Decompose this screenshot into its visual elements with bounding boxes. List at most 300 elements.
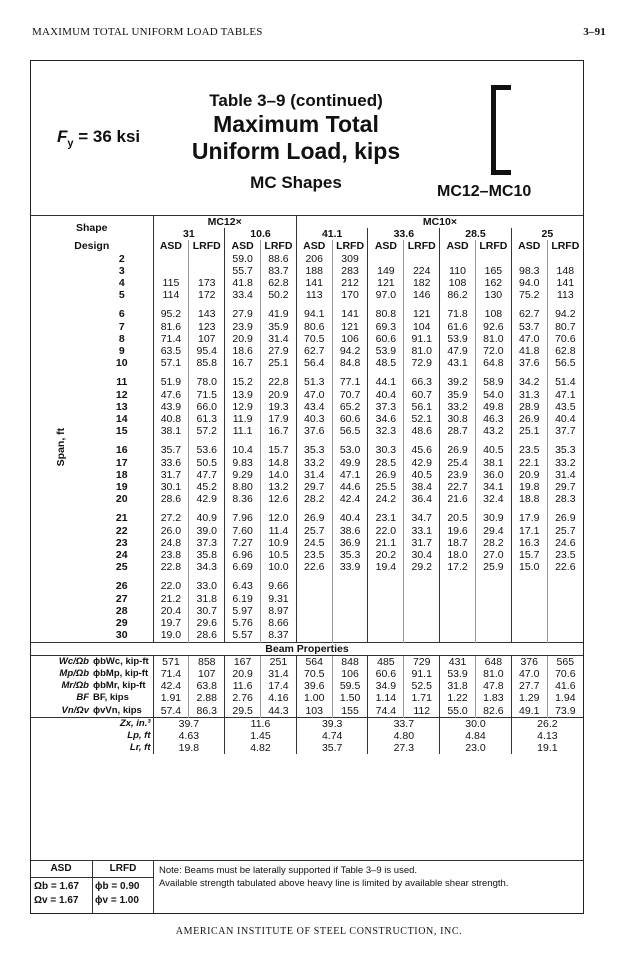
load-cell: 110 [440,265,476,277]
load-cell: 114 [153,289,189,301]
single-property-value: 4.80 [368,730,440,742]
load-cell: 33.4 [225,289,261,301]
load-cell: 33.1 [404,525,440,537]
load-cell: 39.0 [189,525,225,537]
load-cell: 47.1 [547,389,583,401]
table-row [31,345,583,357]
load-cell: 11.9 [225,413,261,425]
table-row [31,580,583,592]
load-cell: 7.60 [225,525,261,537]
load-cell: 94.2 [547,308,583,320]
load-cell: 224 [404,265,440,277]
load-cell: 28.2 [296,493,332,505]
table-title-line2: Uniform Load, kips [191,138,401,164]
span-value: 27 [115,592,128,605]
load-cell: 51.4 [547,376,583,388]
load-cell [296,617,332,629]
load-cell [511,580,547,592]
span-value: 28 [115,604,128,617]
property-value: 648 [475,655,511,668]
property-value: 55.0 [440,705,476,718]
load-cell: 30.8 [440,413,476,425]
load-cell: 70.7 [332,389,368,401]
table-row [31,537,583,549]
property-value: 27.7 [511,680,547,692]
load-cell: 51.9 [153,376,189,388]
load-cell: 27.2 [153,512,189,524]
load-cell: 206 [296,253,332,265]
property-value: 53.9 [440,668,476,680]
property-row [31,742,583,754]
load-cell: 12.0 [261,512,297,524]
weight-header: 41.1 [296,228,368,240]
load-cell: 121 [368,277,404,289]
load-cell: 51.3 [296,376,332,388]
load-cell: 309 [332,253,368,265]
load-cell: 21.1 [368,537,404,549]
span-value: 3 [118,264,125,277]
load-cell: 50.5 [189,457,225,469]
table-row [31,629,583,642]
load-cell: 59.0 [225,253,261,265]
load-cell: 63.5 [153,345,189,357]
load-cell: 29.7 [296,481,332,493]
single-property-value: 4.13 [511,730,583,742]
load-cell: 25.1 [511,425,547,437]
property-value: 564 [296,655,332,668]
load-cell: 95.4 [189,345,225,357]
property-label-lrfd: BF, kips [93,692,129,704]
load-cell: 113 [296,289,332,301]
load-cell: 77.1 [332,376,368,388]
load-cell: 70.5 [296,333,332,345]
load-cell: 22.0 [368,525,404,537]
load-cell: 18.0 [440,549,476,561]
load-cell: 34.2 [511,376,547,388]
load-cell: 20.2 [368,549,404,561]
load-cell: 10.9 [261,537,297,549]
load-cell: 6.19 [225,593,261,605]
load-cell: 56.1 [404,401,440,413]
load-cell: 29.6 [189,617,225,629]
load-cell: 84.8 [332,357,368,369]
span-value: 15 [115,425,128,438]
load-cell [547,253,583,265]
load-cell: 70.6 [547,333,583,345]
load-cell: 38.1 [475,457,511,469]
load-cell: 94.0 [511,277,547,289]
property-value: 1.91 [153,692,189,704]
load-cell: 33.2 [440,401,476,413]
load-cell: 41.8 [511,345,547,357]
load-cell: 22.8 [153,561,189,573]
load-cell: 9.83 [225,457,261,469]
load-cell [332,629,368,642]
table-row [31,512,583,524]
load-cell: 40.5 [404,469,440,481]
table-row [31,525,583,537]
load-cell: 104 [404,321,440,333]
load-cell: 19.6 [440,525,476,537]
load-cell: 26.9 [368,469,404,481]
load-cell: 283 [332,265,368,277]
load-cell: 20.4 [153,605,189,617]
single-property-value: 11.6 [225,717,297,730]
load-cell [368,617,404,629]
property-value: 103 [296,705,332,718]
load-cell: 20.9 [261,389,297,401]
table-row [31,605,583,617]
load-cell: 86.2 [440,289,476,301]
load-cell: 23.9 [440,469,476,481]
load-cell [153,253,189,265]
property-value: 57.4 [153,705,189,718]
span-value: 10 [115,357,128,370]
property-label-lrfd: ϕvVn, kips [93,704,142,716]
property-value: 74.4 [368,705,404,718]
load-cell: 123 [189,321,225,333]
publisher-credit: AMERICAN INSTITUTE OF STEEL CONSTRUCTION, INC. [175,926,463,937]
table-subtitle: MC Shapes [250,173,342,192]
load-cell: 25.9 [475,561,511,573]
property-value: 59.5 [332,680,368,692]
load-cell: 22.7 [440,481,476,493]
load-cell: 148 [547,265,583,277]
load-cell: 41.9 [261,308,297,320]
property-value: 70.5 [296,668,332,680]
load-cell: 31.4 [296,469,332,481]
asd-header: ASD [153,240,189,252]
load-cell: 32.3 [368,425,404,437]
load-cell: 43.2 [475,425,511,437]
load-cell: 37.6 [296,425,332,437]
load-cell: 30.1 [153,481,189,493]
load-cell [368,605,404,617]
load-cell: 21.6 [440,493,476,505]
load-cell [511,629,547,642]
load-cell [475,605,511,617]
load-cell: 24.6 [547,537,583,549]
span-value: 9 [118,345,125,358]
load-cell: 46.3 [475,413,511,425]
property-value: 167 [225,655,261,668]
omega-v: Ωv = 1.67 [34,895,79,906]
load-cell: 42.9 [404,457,440,469]
load-cell: 33.9 [332,561,368,573]
load-cell: 20.9 [511,469,547,481]
load-cell: 19.0 [153,629,189,642]
group-mc10: MC10× [296,216,583,228]
property-value: 71.4 [153,668,189,680]
single-property-value: 30.0 [440,717,512,730]
load-cell: 98.3 [511,265,547,277]
load-cell: 21.2 [153,593,189,605]
load-cell: 19.4 [368,561,404,573]
span-value: 18 [115,468,128,481]
asd-label: ASD [50,863,72,874]
load-cell: 10.0 [261,561,297,573]
property-value: 73.9 [547,705,583,718]
load-cell [189,253,225,265]
load-cell: 5.97 [225,605,261,617]
load-cell [440,580,476,592]
property-value: 44.3 [261,705,297,718]
load-cell: 40.3 [296,413,332,425]
load-cell: 53.9 [368,345,404,357]
span-value: 13 [115,400,128,413]
load-cell: 13.9 [225,389,261,401]
load-cell: 58.9 [475,376,511,388]
load-cell: 28.5 [368,457,404,469]
property-label-asd: Wc/Ωb [58,655,89,667]
load-cell: 11.1 [225,425,261,437]
load-cell: 49.8 [475,401,511,413]
property-value: 63.8 [189,680,225,692]
property-value: 155 [332,705,368,718]
load-cell: 130 [475,289,511,301]
load-cell: 43.4 [296,401,332,413]
load-cell [153,265,189,277]
load-cell: 38.6 [332,525,368,537]
load-cell: 80.8 [368,308,404,320]
load-cell: 23.1 [368,512,404,524]
load-cell: 28.6 [153,493,189,505]
phi-b: ϕb = 0.90 [95,881,140,892]
load-cell [404,629,440,642]
property-row [31,717,583,730]
phi-v: ϕv = 1.00 [95,895,139,906]
property-label-asd: Vn/Ωv [61,704,89,716]
load-cell: 22.0 [153,580,189,592]
load-cell: 18.6 [225,345,261,357]
span-value: 20 [115,493,128,506]
span-value: 29 [115,617,128,630]
load-cell: 25.7 [296,525,332,537]
lrfd-header: LRFD [404,240,440,252]
load-cell [547,580,583,592]
property-value: 11.6 [225,680,261,692]
load-cell: 60.6 [368,333,404,345]
load-cell [475,617,511,629]
span-value: 7 [118,320,125,333]
load-cell: 170 [332,289,368,301]
property-row [31,730,583,742]
load-cell: 6.96 [225,549,261,561]
load-cell: 35.7 [153,444,189,456]
property-value: 29.5 [225,705,261,718]
load-cell: 85.8 [189,357,225,369]
load-cell: 53.9 [440,333,476,345]
span-value: 16 [115,444,128,457]
table-row [31,376,583,388]
table-footer [31,860,583,913]
table-title-line1: Maximum Total [213,111,379,137]
table-row [31,289,583,301]
load-cell: 30.4 [404,549,440,561]
load-cell: 5.57 [225,629,261,642]
load-cell: 24.8 [153,537,189,549]
load-cell: 80.7 [547,321,583,333]
load-cell: 37.6 [511,357,547,369]
load-cell [511,253,547,265]
load-cell: 95.2 [153,308,189,320]
weight-header: 25 [511,228,583,240]
property-label-asd: Mr/Ωb [61,680,89,692]
table-row [31,481,583,493]
load-cell: 165 [475,265,511,277]
load-cell: 42.9 [189,493,225,505]
load-cell: 44.6 [332,481,368,493]
load-cell: 71.4 [153,333,189,345]
load-cell: 212 [332,277,368,289]
property-row [31,680,583,692]
load-cell: 13.2 [261,481,297,493]
load-cell: 22.1 [511,457,547,469]
load-cell: 26.9 [547,512,583,524]
load-cell: 62.8 [547,345,583,357]
note-shear-limit: Available strength tabulated above heavy line is limited by available shear strength. [159,878,509,889]
table-row [31,277,583,289]
load-cell: 34.1 [475,481,511,493]
load-cell: 29.4 [475,525,511,537]
table-row [31,617,583,629]
load-cell: 17.9 [261,413,297,425]
load-cell: 47.0 [296,389,332,401]
load-cell: 26.9 [511,413,547,425]
table-row [31,469,583,481]
load-cell: 23.8 [153,549,189,561]
load-cell [332,605,368,617]
property-row [31,655,583,668]
load-cell: 53.6 [189,444,225,456]
table-titles [161,91,431,193]
property-value: 82.6 [475,705,511,718]
property-value: 52.5 [404,680,440,692]
load-cell: 48.5 [368,357,404,369]
load-cell: 113 [547,289,583,301]
span-value: 24 [115,549,128,562]
property-label-lrfd: ϕbWc, kip-ft [93,655,149,667]
property-value: 4.16 [261,692,297,704]
load-cell: 17.9 [511,512,547,524]
lrfd-header: LRFD [332,240,368,252]
table-row [31,389,583,401]
load-cell: 28.7 [440,425,476,437]
load-cell: 78.0 [189,376,225,388]
load-cell [332,580,368,592]
load-cell: 43.5 [547,401,583,413]
load-cell: 16.7 [261,425,297,437]
weight-header: 10.6 [225,228,297,240]
load-cell: 45.2 [189,481,225,493]
load-cell [475,253,511,265]
load-cell: 38.1 [153,425,189,437]
lrfd-label: LRFD [109,863,137,874]
load-cell: 15.7 [511,549,547,561]
property-value: 1.50 [332,692,368,704]
table-notes [159,864,508,890]
load-cell: 31.7 [404,537,440,549]
load-cell: 37.3 [189,537,225,549]
load-cell: 115 [153,277,189,289]
asd-header: ASD [440,240,476,252]
load-cell [404,593,440,605]
load-cell: 56.4 [296,357,332,369]
span-value: 14 [115,413,128,426]
load-cell: 16.7 [225,357,261,369]
load-cell: 47.6 [153,389,189,401]
property-value: 1.71 [404,692,440,704]
load-cell: 57.1 [153,357,189,369]
load-cell: 40.5 [475,444,511,456]
load-cell: 71.5 [189,389,225,401]
load-cell [404,580,440,592]
load-cell: 43.9 [153,401,189,413]
load-cell: 25.4 [440,457,476,469]
load-cell: 17.1 [511,525,547,537]
load-cell: 60.6 [332,413,368,425]
omega-b: Ωb = 1.67 [34,881,79,892]
load-cell: 28.2 [475,537,511,549]
load-cell [440,593,476,605]
property-value: 17.4 [261,680,297,692]
load-cell: 26.0 [153,525,189,537]
load-cell: 24.2 [368,493,404,505]
load-cell: 23.5 [296,549,332,561]
load-cell [332,617,368,629]
property-value: 1.00 [296,692,332,704]
load-cell [440,253,476,265]
load-cell: 26.9 [296,512,332,524]
load-cell: 143 [189,308,225,320]
property-label-asd: BF [76,692,89,704]
load-cell: 29.7 [547,481,583,493]
load-cell: 40.4 [332,512,368,524]
load-cell: 35.9 [440,389,476,401]
single-property-value: 26.2 [511,717,583,730]
property-value: 858 [189,655,225,668]
load-cell: 35.3 [332,549,368,561]
load-cell: 28.6 [189,629,225,642]
load-cell: 47.7 [189,469,225,481]
property-row [31,692,583,704]
property-value: 42.4 [153,680,189,692]
load-cell: 36.9 [332,537,368,549]
property-value: 2.76 [225,692,261,704]
table-row [31,413,583,425]
load-cell: 28.3 [547,493,583,505]
span-value: 22 [115,524,128,537]
single-property-value: 23.0 [440,742,512,754]
property-value: 39.6 [296,680,332,692]
load-cell: 35.3 [296,444,332,456]
single-property-value: 4.82 [225,742,297,754]
property-value: 2.88 [189,692,225,704]
load-cell: 23.9 [225,321,261,333]
property-label-lrfd: ϕbMp, kip-ft [93,667,149,679]
table-row [31,333,583,345]
load-cell: 38.4 [404,481,440,493]
load-cell: 10.5 [261,549,297,561]
load-cell: 108 [440,277,476,289]
single-property-value: 4.74 [296,730,368,742]
lrfd-header: LRFD [547,240,583,252]
load-cell: 52.1 [404,413,440,425]
load-cell: 50.2 [261,289,297,301]
load-cell: 72.9 [404,357,440,369]
load-cell: 17.2 [440,561,476,573]
property-value: 47.8 [475,680,511,692]
